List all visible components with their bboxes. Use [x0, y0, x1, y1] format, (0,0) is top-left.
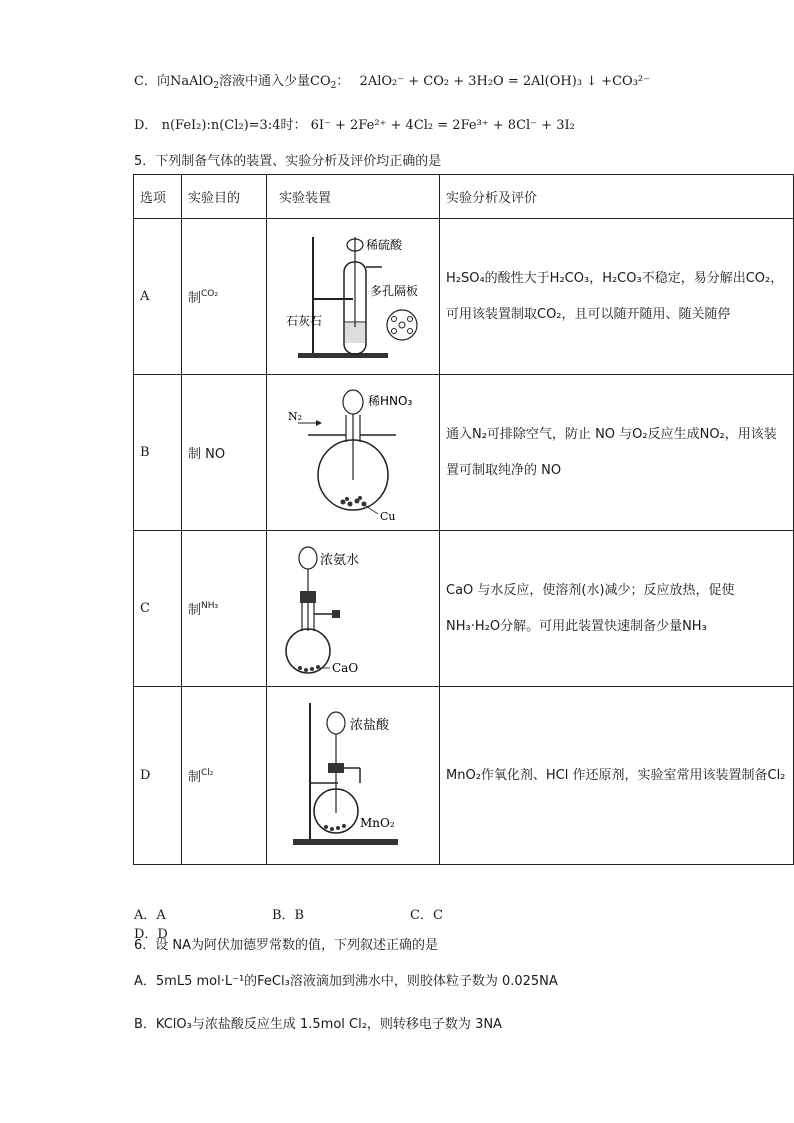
choice-d[interactable]: D．D [134, 927, 168, 942]
flask-with-funnel-diagram [278, 380, 428, 525]
header-apparatus [267, 175, 440, 219]
row-a-analysis: H₂SO₄的酸性大于H₂CO₃，H₂CO₃不稳定，易分解出CO₂，可用该装置制取CO₂，且可以随开随用、随关随停 [440, 219, 794, 375]
row-a-apparatus [267, 219, 440, 375]
q4-c-colon: ： [336, 74, 350, 89]
row-d-analysis: MnO₂作氧化剂、HCl 作还原剂，实验室常用该装置制备Cl₂ [440, 687, 794, 865]
label-mno2: MnO₂ [360, 816, 395, 830]
label-limestone: 石灰石 [286, 313, 323, 328]
table-row [134, 687, 794, 865]
label-perforated-plate: 多孔隔板 [370, 283, 419, 298]
q4-d-prefix: D． [134, 118, 158, 133]
choice-c[interactable]: C．C [410, 908, 443, 923]
q4-c-reagent: NaAlO [169, 74, 214, 89]
q4-d-equation: 6I⁻ + 2Fe²⁺ + 4Cl₂ = 2Fe³⁺ + 8Cl⁻ + 3I₂ [310, 118, 575, 133]
row-b-apparatus [267, 375, 440, 531]
label-dilute-sulfuric-acid: 稀硫酸 [366, 237, 403, 252]
q6-option-a: A．5mL5 mol·L⁻¹的FeCl₃溶液滴加到沸水中，则胶体粒子数为 0.025NA [134, 974, 558, 989]
row-a-aim [182, 219, 267, 375]
row-a-aim-text: 制 [188, 291, 202, 306]
q4-c-equation: 2AlO₂⁻ + CO₂ + 3H₂O = 2Al(OH)₃ ↓ +CO₃²⁻ [359, 74, 650, 89]
q4-option-d [134, 114, 575, 133]
row-d-option: D [134, 687, 182, 865]
q4-c-prefix: C．向 [134, 74, 170, 89]
q6-stem: 6．设 NA为阿伏加德罗常数的值，下列叙述正确的是 [134, 938, 439, 953]
row-c-aim-text: 制 [188, 603, 202, 618]
label-nitrogen-inlet: N₂ [288, 410, 303, 423]
q4-c-mid: 溶液中通入少量 [219, 74, 311, 89]
row-a-aim-formula: CO₂ [201, 289, 218, 299]
choice-b[interactable]: B．B [272, 908, 305, 923]
header-aim: 实验目的 [182, 175, 267, 219]
header-analysis: 实验分析及评价 [440, 175, 794, 219]
q4-option-c: C．向NaAlO$_2$溶液中通入少量$CO_2$： 2AlO₂⁻ + CO₂ + 3H₂O = 2Al(OH)₃ ↓ +CO₃²⁻ [134, 74, 650, 91]
kipp-like-apparatus-diagram [278, 227, 428, 367]
q4-c-gas: CO [310, 74, 331, 89]
label-dilute-nitric-acid: 稀HNO₃ [368, 394, 413, 408]
label-copper: Cu [380, 510, 396, 523]
choice-a[interactable]: A．A [134, 908, 166, 923]
label-concentrated-ammonia: 浓氨水 [320, 553, 360, 568]
q4-d-ratio: n(FeI₂):n(Cl₂)=3:4时： [161, 118, 307, 133]
row-b-analysis: 通入N₂可排除空气，防止 NO 与O₂反应生成NO₂，用该装置可制取纯净的 NO [440, 375, 794, 531]
chlorine-generator-diagram [278, 693, 428, 858]
table-row [134, 219, 794, 375]
row-c-option: C [134, 531, 182, 687]
label-cao: CaO [332, 661, 359, 675]
row-a-option: A [134, 219, 182, 375]
row-c-analysis: CaO 与水反应，使溶剂(水)减少；反应放热，促使NH₃·H₂O分解。可用此装置快速制备少量NH₃ [440, 531, 794, 687]
row-c-apparatus [267, 531, 440, 687]
row-d-aim-text: 制 [188, 770, 202, 785]
q5-table [133, 174, 794, 865]
row-d-apparatus [267, 687, 440, 865]
row-d-aim-formula: Cl₂ [201, 768, 214, 778]
row-d-aim [182, 687, 267, 865]
header-option: 选项 [134, 175, 182, 219]
q5-stem: 5．下列制备气体的装置、实验分析及评价均正确的是 [134, 154, 442, 169]
header-apparatus-label: 实验装置 [279, 191, 332, 206]
q6-option-b: B．KClO₃与浓盐酸反应生成 1.5mol Cl₂，则转移电子数为 3NA [134, 1017, 502, 1032]
table-row [134, 375, 794, 531]
label-concentrated-hcl: 浓盐酸 [350, 718, 390, 733]
row-c-aim-formula: NH₃ [201, 601, 219, 611]
table-header-row [134, 175, 794, 219]
row-b-aim: 制 NO [182, 375, 267, 531]
row-b-option: B [134, 375, 182, 531]
table-row [134, 531, 794, 687]
row-c-aim [182, 531, 267, 687]
flask-with-dropping-funnel-diagram [278, 536, 428, 681]
